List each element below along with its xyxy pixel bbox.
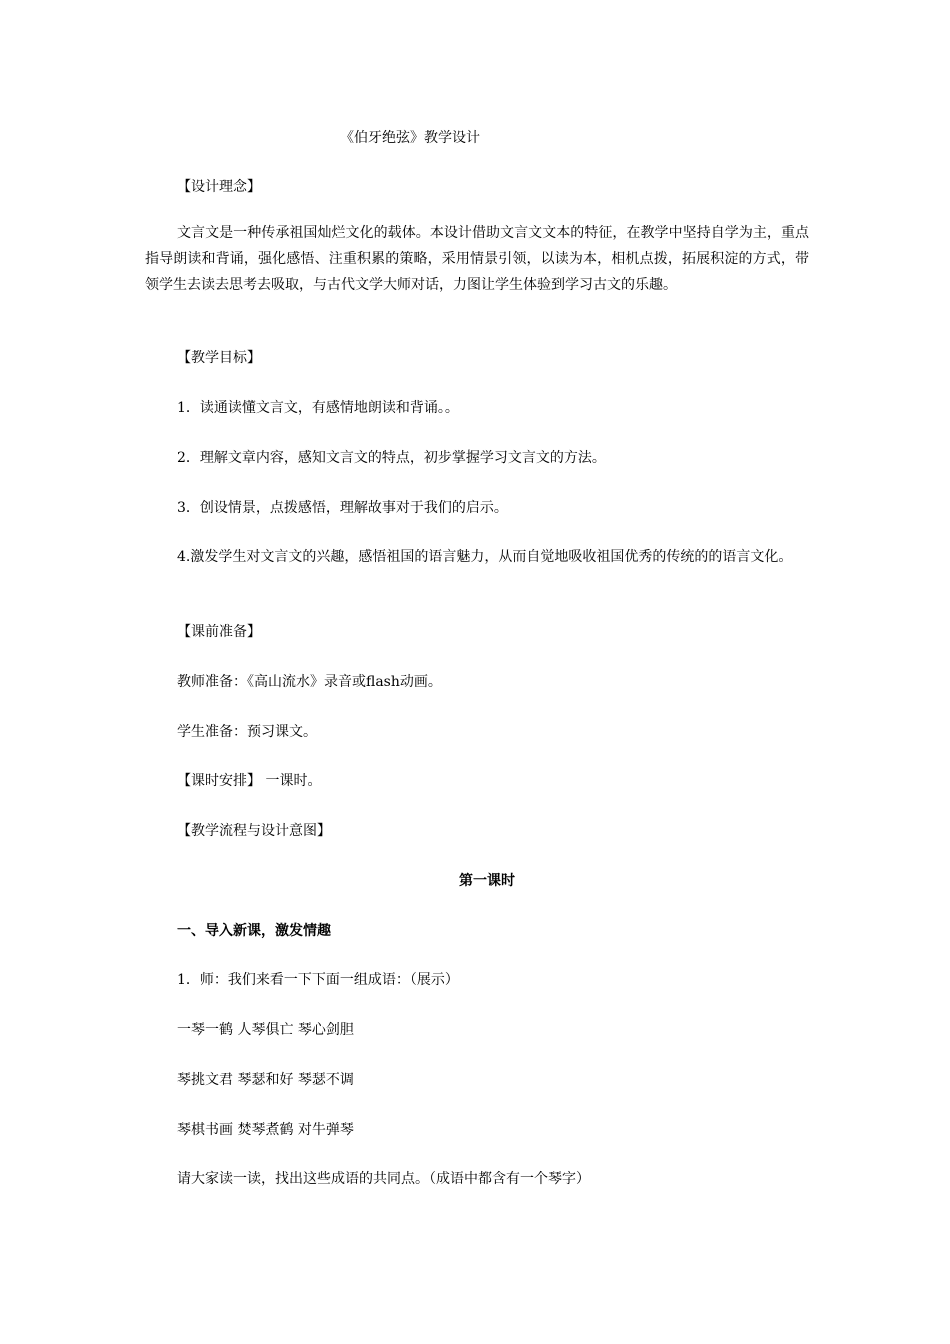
goal-item-3: 3．创设情景，点拨感悟，理解故事对于我们的启示。 xyxy=(177,500,508,516)
schedule-line: 【课时安排】 一课时。 xyxy=(177,773,322,789)
prep-student: 学生准备：预习课文。 xyxy=(177,724,317,740)
concept-heading: 【设计理念】 xyxy=(177,179,261,195)
goals-heading: 【教学目标】 xyxy=(177,350,261,366)
step-1: 1．师：我们来看一下下面一组成语：（展示） xyxy=(177,972,459,988)
idioms-line-3: 琴棋书画 焚琴煮鹤 对牛弹琴 xyxy=(177,1122,354,1138)
prep-heading: 【课前准备】 xyxy=(177,624,261,640)
prep-teacher: 教师准备：《高山流水》录音或flash动画。 xyxy=(177,674,442,690)
idioms-line-1: 一琴一鹤 人琴俱亡 琴心剑胆 xyxy=(177,1022,354,1038)
goal-item-4: 4.激发学生对文言文的兴趣，感悟祖国的语言魅力，从而自觉地吸收祖国优秀的传统的的语言文化。 xyxy=(177,549,793,565)
document-title: 《伯牙绝弦》教学设计 xyxy=(340,130,480,146)
goal-item-2: 2．理解文章内容，感知文言文的特点，初步掌握学习文言文的方法。 xyxy=(177,450,606,466)
goal-item-1: 1．读通读懂文言文，有感情地朗读和背诵。。 xyxy=(177,400,459,416)
question-line: 请大家读一读，找出这些成语的共同点。（成语中都含有一个琴字） xyxy=(177,1171,590,1187)
idioms-line-2: 琴挑文君 琴瑟和好 琴瑟不调 xyxy=(177,1072,354,1088)
concept-paragraph: 文言文是一种传承祖国灿烂文化的载体。本设计借助文言文文本的特征，在教学中坚持自学为主，重点指导朗读和背诵，强化感悟、注重积累的策略，采用情景引领，以读为本，相机点拨，拓展积淀的方式，带领学生去读去思考去吸取，与古代文学大师对话，力图让学生体验到学习古文的乐趣。 xyxy=(145,225,809,293)
flow-heading: 【教学流程与设计意图】 xyxy=(177,823,331,839)
section-heading-1: 一、导入新课，激发情趣 xyxy=(177,923,331,939)
lesson-title: 第一课时 xyxy=(459,873,515,889)
